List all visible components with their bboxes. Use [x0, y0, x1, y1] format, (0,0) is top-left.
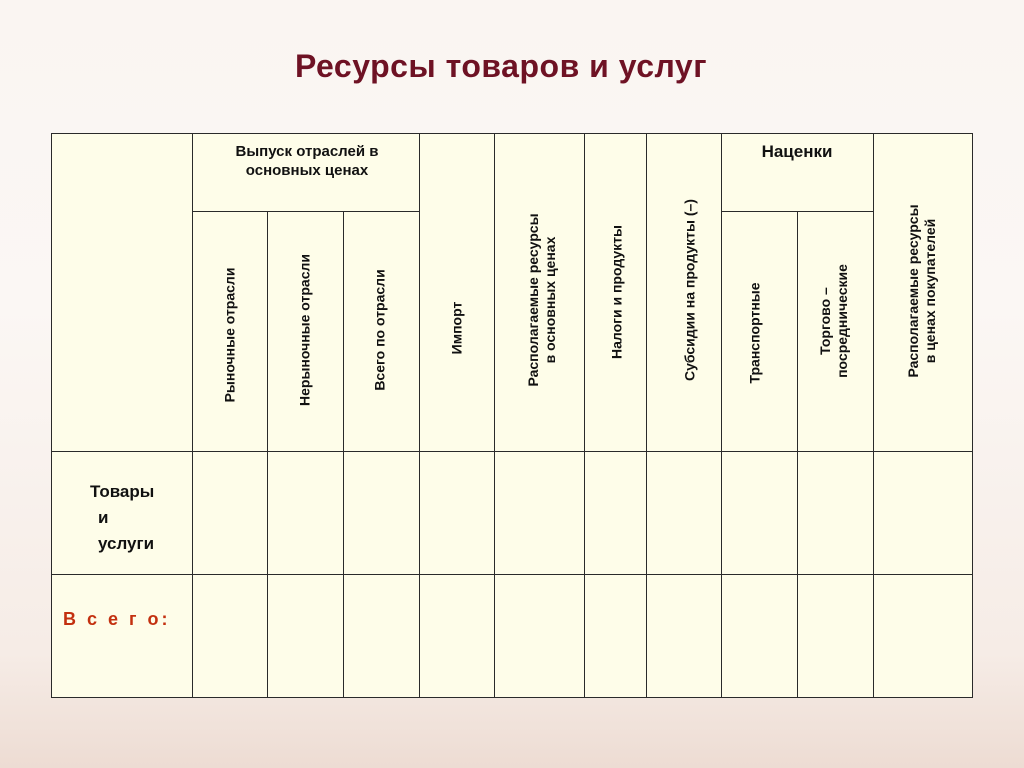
table-line-header-bottom [51, 451, 973, 452]
row-label-total: В с е г о: [63, 609, 171, 629]
header-available-basic-line2: в основных ценах [542, 236, 558, 364]
table-border-top [51, 133, 973, 134]
header-industry-total: Всего по отрасли [371, 269, 388, 391]
table-col-line [494, 133, 495, 698]
header-available-basic-line1: Располагаемые ресурсы [525, 213, 541, 387]
header-output-group: Выпуск отраслей в основных ценах [235, 143, 379, 179]
header-trade-markup-line1: Торгово – [817, 287, 833, 355]
table-col-line [797, 211, 798, 698]
header-available-basic [525, 213, 559, 386]
header-markups-group: Наценки [761, 142, 833, 161]
header-available-purchasers [905, 204, 939, 377]
header-taxes: Налоги и продукты [608, 224, 625, 360]
table-col-line [646, 133, 647, 698]
table-col-line [721, 133, 722, 698]
table-border-right [972, 133, 973, 698]
table-col-line [419, 133, 420, 698]
table-border-left [51, 133, 52, 698]
header-available-purchasers-line2: в ценах покупателей [922, 218, 938, 364]
row-label-goods-line2: и [98, 508, 109, 527]
table-col-line [192, 133, 193, 698]
header-nonmarket-industries: Нерыночные отрасли [296, 254, 313, 406]
table-line-output-header [192, 211, 419, 212]
header-market-industries: Рыночные отрасли [221, 267, 238, 403]
header-subsidies: Субсидии на продукты (–) [681, 199, 698, 381]
table-col-line [267, 211, 268, 698]
resources-table [51, 133, 973, 698]
header-trade-markup-line2: посреднические [834, 264, 850, 378]
table-line-row-bottom [51, 574, 973, 575]
header-transport-markup: Транспортные [746, 282, 763, 384]
table-col-line [343, 211, 344, 698]
table-border-bottom [51, 697, 973, 698]
header-import: Импорт [448, 301, 465, 355]
page-title: Ресурсы товаров и услуг [294, 48, 708, 84]
row-label-goods-line1: Товары [90, 482, 155, 501]
table-col-line [584, 133, 585, 698]
table-col-line [873, 133, 874, 698]
row-label-goods-line3: услуги [98, 534, 155, 553]
header-available-purchasers-line1: Располагаемые ресурсы [905, 204, 921, 378]
header-trade-markup [817, 264, 851, 378]
row-label-goods [90, 479, 154, 557]
